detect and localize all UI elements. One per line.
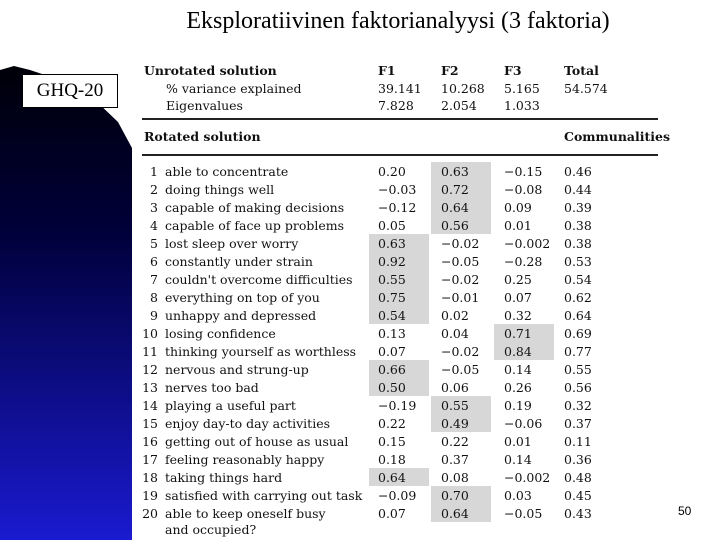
item-number: 1 bbox=[150, 164, 158, 179]
ghq-label-box: GHQ-20 bbox=[22, 74, 118, 108]
item-number: 9 bbox=[150, 308, 158, 323]
communality: 0.43 bbox=[564, 506, 592, 521]
loading-f1: 0.66 bbox=[378, 362, 406, 377]
rotated-label: Rotated solution bbox=[144, 129, 261, 144]
item-number: 17 bbox=[142, 452, 158, 467]
item-number: 2 bbox=[150, 182, 158, 197]
loading-f1: 0.63 bbox=[378, 236, 406, 251]
loading-f1: 0.50 bbox=[378, 380, 406, 395]
variance-label: % variance explained bbox=[166, 81, 302, 96]
loading-f3: −0.002 bbox=[504, 236, 551, 251]
loading-f3: −0.08 bbox=[504, 182, 543, 197]
loading-f2: 0.04 bbox=[441, 326, 469, 341]
loading-f1: 0.18 bbox=[378, 452, 406, 467]
item-text: able to concentrate bbox=[165, 164, 289, 179]
item-number: 13 bbox=[142, 380, 158, 395]
communality: 0.46 bbox=[564, 164, 592, 179]
item-text: able to keep oneself busy bbox=[165, 506, 326, 521]
item-text: playing a useful part bbox=[165, 398, 296, 413]
item-text: couldn't overcome difficulties bbox=[165, 272, 353, 287]
loading-f3: 0.14 bbox=[504, 362, 532, 377]
communality: 0.36 bbox=[564, 452, 592, 467]
communality: 0.32 bbox=[564, 398, 592, 413]
loading-f2: −0.01 bbox=[441, 290, 480, 305]
loading-f1: −0.03 bbox=[378, 182, 417, 197]
loading-f1: 0.20 bbox=[378, 164, 406, 179]
item-text-continued: and occupied? bbox=[165, 522, 257, 537]
communalities-label: Communalities bbox=[564, 129, 671, 144]
item-number: 12 bbox=[142, 362, 158, 377]
item-text: constantly under strain bbox=[165, 254, 313, 269]
loading-f2: 0.06 bbox=[441, 380, 469, 395]
loading-f2: 0.72 bbox=[441, 182, 469, 197]
item-text: nervous and strung-up bbox=[165, 362, 309, 377]
item-number: 8 bbox=[150, 290, 158, 305]
loading-f1: −0.12 bbox=[378, 200, 417, 215]
variance-total: 54.574 bbox=[564, 81, 608, 96]
loading-f2: 0.56 bbox=[441, 218, 469, 233]
header-f2: F2 bbox=[441, 63, 459, 78]
item-number: 16 bbox=[142, 434, 158, 449]
communality: 0.44 bbox=[564, 182, 592, 197]
item-text: capable of face up problems bbox=[165, 218, 345, 233]
loading-f2: −0.05 bbox=[441, 254, 480, 269]
loading-f2: 0.08 bbox=[441, 470, 469, 485]
item-text: losing confidence bbox=[165, 326, 276, 341]
item-text: everything on top of you bbox=[165, 290, 320, 305]
loading-f1: 0.13 bbox=[378, 326, 406, 341]
communality: 0.39 bbox=[564, 200, 592, 215]
loading-f3: 0.71 bbox=[504, 326, 532, 341]
loading-f3: 0.25 bbox=[504, 272, 532, 287]
loading-f3: 0.32 bbox=[504, 308, 532, 323]
loading-f2: 0.55 bbox=[441, 398, 469, 413]
communality: 0.38 bbox=[564, 218, 592, 233]
eigen-f2: 2.054 bbox=[441, 98, 477, 113]
loading-f1: 0.64 bbox=[378, 470, 406, 485]
loading-f3: −0.002 bbox=[504, 470, 551, 485]
header-total: Total bbox=[564, 63, 599, 78]
header-f3: F3 bbox=[504, 63, 522, 78]
item-number: 3 bbox=[150, 200, 158, 215]
loading-f1: 0.55 bbox=[378, 272, 406, 287]
loading-f2: 0.63 bbox=[441, 164, 469, 179]
loading-f3: 0.03 bbox=[504, 488, 532, 503]
loading-f2: −0.02 bbox=[441, 236, 480, 251]
loading-f1: 0.75 bbox=[378, 290, 406, 305]
communality: 0.48 bbox=[564, 470, 592, 485]
item-number: 18 bbox=[142, 470, 158, 485]
loading-f1: −0.19 bbox=[378, 398, 417, 413]
loading-f1: 0.54 bbox=[378, 308, 406, 323]
item-text: taking things hard bbox=[165, 470, 283, 485]
communality: 0.64 bbox=[564, 308, 592, 323]
loading-f3: 0.14 bbox=[504, 452, 532, 467]
loading-f3: 0.01 bbox=[504, 434, 532, 449]
loading-f3: 0.26 bbox=[504, 380, 532, 395]
item-text: doing things well bbox=[165, 182, 275, 197]
eigen-label: Eigenvalues bbox=[166, 98, 243, 113]
loading-f3: −0.15 bbox=[504, 164, 543, 179]
communality: 0.45 bbox=[564, 488, 592, 503]
divider-line bbox=[142, 118, 658, 120]
item-text: enjoy day-to day activities bbox=[165, 416, 331, 431]
item-number: 11 bbox=[142, 344, 158, 359]
loading-f2: −0.05 bbox=[441, 362, 480, 377]
communality: 0.55 bbox=[564, 362, 592, 377]
loading-f3: −0.05 bbox=[504, 506, 543, 521]
item-number: 20 bbox=[142, 506, 158, 521]
item-number: 15 bbox=[142, 416, 158, 431]
loading-f1: 0.05 bbox=[378, 218, 406, 233]
loading-f3: 0.09 bbox=[504, 200, 532, 215]
item-number: 14 bbox=[142, 398, 158, 413]
communality: 0.56 bbox=[564, 380, 592, 395]
item-text: unhappy and depressed bbox=[165, 308, 317, 323]
loading-f2: −0.02 bbox=[441, 344, 480, 359]
communality: 0.69 bbox=[564, 326, 592, 341]
loading-f2: 0.70 bbox=[441, 488, 469, 503]
loading-f3: 0.84 bbox=[504, 344, 532, 359]
loading-f2: −0.02 bbox=[441, 272, 480, 287]
header-f1: F1 bbox=[378, 63, 396, 78]
loading-f2: 0.64 bbox=[441, 506, 469, 521]
communality: 0.11 bbox=[564, 434, 592, 449]
loading-f2: 0.37 bbox=[441, 452, 469, 467]
communality: 0.37 bbox=[564, 416, 592, 431]
loading-f1: 0.07 bbox=[378, 506, 406, 521]
loading-f1: −0.09 bbox=[378, 488, 417, 503]
loading-f1: 0.07 bbox=[378, 344, 406, 359]
loading-f3: −0.06 bbox=[504, 416, 543, 431]
loading-f1: 0.15 bbox=[378, 434, 406, 449]
loading-f1: 0.92 bbox=[378, 254, 406, 269]
item-number: 6 bbox=[150, 254, 158, 269]
item-number: 7 bbox=[150, 272, 158, 287]
loading-f1: 0.22 bbox=[378, 416, 406, 431]
variance-f2: 10.268 bbox=[441, 81, 485, 96]
communality: 0.62 bbox=[564, 290, 592, 305]
item-text: satisfied with carrying out task bbox=[165, 488, 363, 503]
item-number: 4 bbox=[150, 218, 158, 233]
item-text: capable of making decisions bbox=[165, 200, 345, 215]
communality: 0.77 bbox=[564, 344, 592, 359]
slide-title: Eksploratiivinen faktorianalyysi (3 faktoria) bbox=[186, 8, 610, 34]
item-number: 19 bbox=[142, 488, 158, 503]
page-number: 50 bbox=[678, 504, 692, 518]
loading-f2: 0.22 bbox=[441, 434, 469, 449]
loading-f2: 0.64 bbox=[441, 200, 469, 215]
item-text: lost sleep over worry bbox=[165, 236, 299, 251]
item-text: feeling reasonably happy bbox=[165, 452, 325, 467]
item-text: getting out of house as usual bbox=[165, 434, 349, 449]
item-text: thinking yourself as worthless bbox=[165, 344, 357, 359]
variance-f3: 5.165 bbox=[504, 81, 540, 96]
item-text: nerves too bad bbox=[165, 380, 259, 395]
communality: 0.38 bbox=[564, 236, 592, 251]
unrotated-label: Unrotated solution bbox=[144, 63, 277, 78]
loading-f2: 0.49 bbox=[441, 416, 469, 431]
item-number: 10 bbox=[142, 326, 158, 341]
item-number: 5 bbox=[150, 236, 158, 251]
variance-f1: 39.141 bbox=[378, 81, 422, 96]
eigen-f3: 1.033 bbox=[504, 98, 540, 113]
loading-f3: −0.28 bbox=[504, 254, 543, 269]
loading-f3: 0.19 bbox=[504, 398, 532, 413]
loading-f3: 0.07 bbox=[504, 290, 532, 305]
communality: 0.54 bbox=[564, 272, 592, 287]
header-rule bbox=[142, 154, 658, 156]
eigen-f1: 7.828 bbox=[378, 98, 414, 113]
loading-f3: 0.01 bbox=[504, 218, 532, 233]
factor-analysis-table bbox=[138, 60, 671, 540]
communality: 0.53 bbox=[564, 254, 592, 269]
loading-f2: 0.02 bbox=[441, 308, 469, 323]
